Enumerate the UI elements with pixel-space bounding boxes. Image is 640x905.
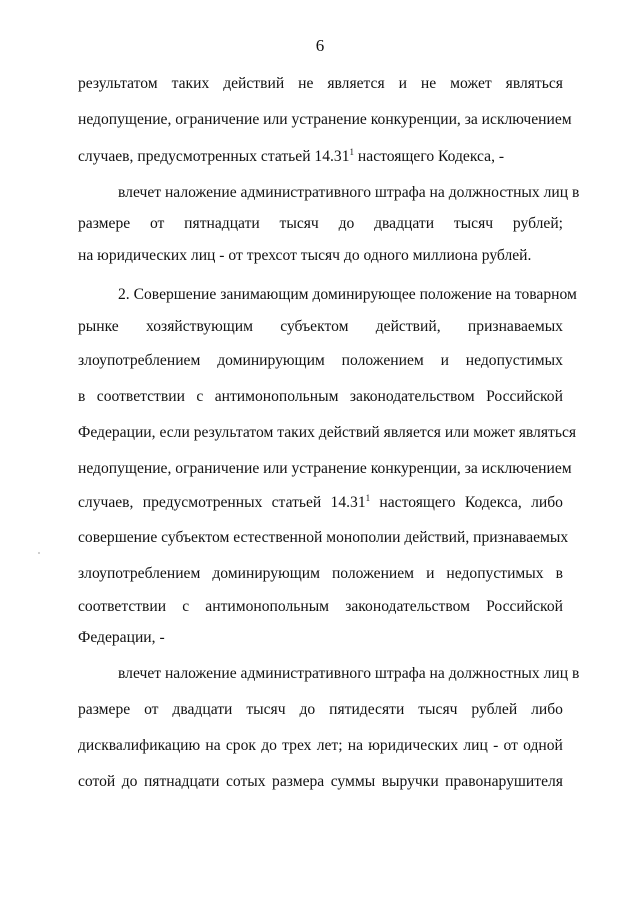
word: не — [420, 75, 437, 92]
word: доминирующим — [212, 565, 320, 582]
word: недопустимых — [446, 565, 544, 582]
word: одной — [523, 737, 563, 754]
word: настоящего — [379, 494, 456, 511]
word: двадцати — [374, 215, 435, 232]
word: от — [503, 737, 518, 754]
word: сотой — [78, 773, 116, 790]
word: признаваемых — [467, 318, 563, 335]
word: случаев, — [78, 494, 134, 511]
word: в — [78, 388, 86, 405]
word: размере — [78, 215, 131, 232]
word: от — [149, 215, 165, 232]
word: Кодекса, — [464, 494, 522, 511]
word: действий, — [375, 318, 441, 335]
text-line — [78, 700, 563, 720]
word: двадцати — [172, 701, 233, 718]
word: соответствии — [78, 598, 167, 615]
word: является — [327, 75, 385, 92]
word: размере — [78, 701, 131, 718]
word: пятидесяти — [329, 701, 405, 718]
word: с — [196, 388, 204, 405]
text-line — [78, 772, 563, 792]
word: и — [426, 565, 435, 582]
word: рынке — [78, 318, 119, 335]
word: - — [493, 737, 499, 754]
text-line — [78, 564, 563, 584]
word: предусмотренных — [142, 494, 263, 511]
text-line — [78, 387, 563, 407]
word: лет; — [316, 737, 343, 754]
word: юридических — [368, 737, 459, 754]
text-line: недопущение, ограничение или устранение конкуренции, за исключением — [78, 460, 572, 477]
word: тысяч — [453, 215, 494, 232]
word: положением — [341, 352, 424, 369]
text-line: 2. Совершение занимающим доминирующее положение на товарном — [118, 286, 577, 303]
word: пятнадцати — [143, 773, 220, 790]
word: действий — [223, 75, 285, 92]
article-number: 14.31 — [330, 494, 366, 511]
text-line: на юридических лиц - от трехсот тысяч до одного миллиона рублей. — [78, 247, 532, 264]
word: трех — [282, 737, 312, 754]
text-line — [78, 214, 563, 234]
text-line — [78, 147, 563, 167]
word: с — [182, 598, 190, 615]
word: субъектом — [280, 318, 349, 335]
word: являться — [505, 75, 563, 92]
word: законодательством — [349, 388, 475, 405]
word: Российской — [486, 598, 563, 615]
text-segment: настоящего Кодекса, - — [354, 148, 505, 165]
word: и — [398, 75, 407, 92]
word: тысяч — [418, 701, 458, 718]
word: выручки — [381, 773, 439, 790]
text-line: Федерации, если результатом таких действий является или может являться — [78, 424, 577, 441]
word: может — [450, 75, 492, 92]
word: срок — [225, 737, 256, 754]
word: результатом — [78, 75, 158, 92]
text-line: совершение субъектом естественной монополии действий, признаваемых — [78, 529, 569, 546]
word: антимонопольным — [214, 388, 339, 405]
word: соответствии — [96, 388, 185, 405]
word: недопустимых — [465, 352, 563, 369]
word: от — [144, 701, 159, 718]
text-segment: случаев, предусмотренных статьей 14.31 — [78, 148, 350, 165]
word: рублей — [471, 701, 518, 718]
text-line — [78, 493, 563, 513]
text-line — [78, 317, 563, 337]
word: тысяч — [246, 701, 286, 718]
word: злоупотреблением — [78, 352, 201, 369]
word: таких — [171, 75, 210, 92]
word: злоупотреблением — [78, 565, 201, 582]
word: хозяйствующим — [146, 318, 253, 335]
page-number: 6 — [315, 36, 325, 55]
word: суммы — [330, 773, 376, 790]
word: Российской — [486, 388, 563, 405]
word: лиц — [463, 737, 488, 754]
word: рублей; — [512, 215, 563, 232]
text-line: недопущение, ограничение или устранение конкуренции, за исключением — [78, 111, 572, 128]
word: на — [347, 737, 364, 754]
word: размера — [272, 773, 325, 790]
text-line — [78, 736, 563, 756]
word: на — [205, 737, 221, 754]
word: дисквалификацию — [78, 737, 201, 754]
word: статьей — [271, 494, 322, 511]
word: до — [338, 215, 355, 232]
word: положением — [331, 565, 415, 582]
word: доминирующим — [217, 352, 325, 369]
word: пятнадцати — [184, 215, 260, 232]
word: либо — [531, 494, 563, 511]
footnote-superscript: 1 — [349, 147, 355, 157]
text-line: влечет наложение административного штрафа на должностных лиц в — [118, 184, 580, 201]
footnote-superscript: 1 — [365, 493, 371, 503]
text-line — [78, 597, 563, 617]
text-line: Федерации, - — [78, 629, 165, 646]
scan-speck — [38, 552, 40, 554]
word: не — [298, 75, 314, 92]
word — [331, 493, 371, 513]
text-line — [78, 351, 563, 371]
word: антимонопольным — [205, 598, 330, 615]
word: сотых — [225, 773, 266, 790]
word: и — [440, 352, 449, 369]
word: правонарушителя — [445, 773, 563, 790]
word: до — [121, 773, 138, 790]
text-line — [78, 74, 563, 94]
word: тысяч — [279, 215, 319, 232]
word: в — [555, 565, 563, 582]
word: законодательством — [345, 598, 470, 615]
word: до — [261, 737, 277, 754]
text-line: влечет наложение административного штрафа на должностных лиц в — [118, 665, 580, 682]
word: до — [299, 701, 316, 718]
word: либо — [531, 701, 563, 718]
